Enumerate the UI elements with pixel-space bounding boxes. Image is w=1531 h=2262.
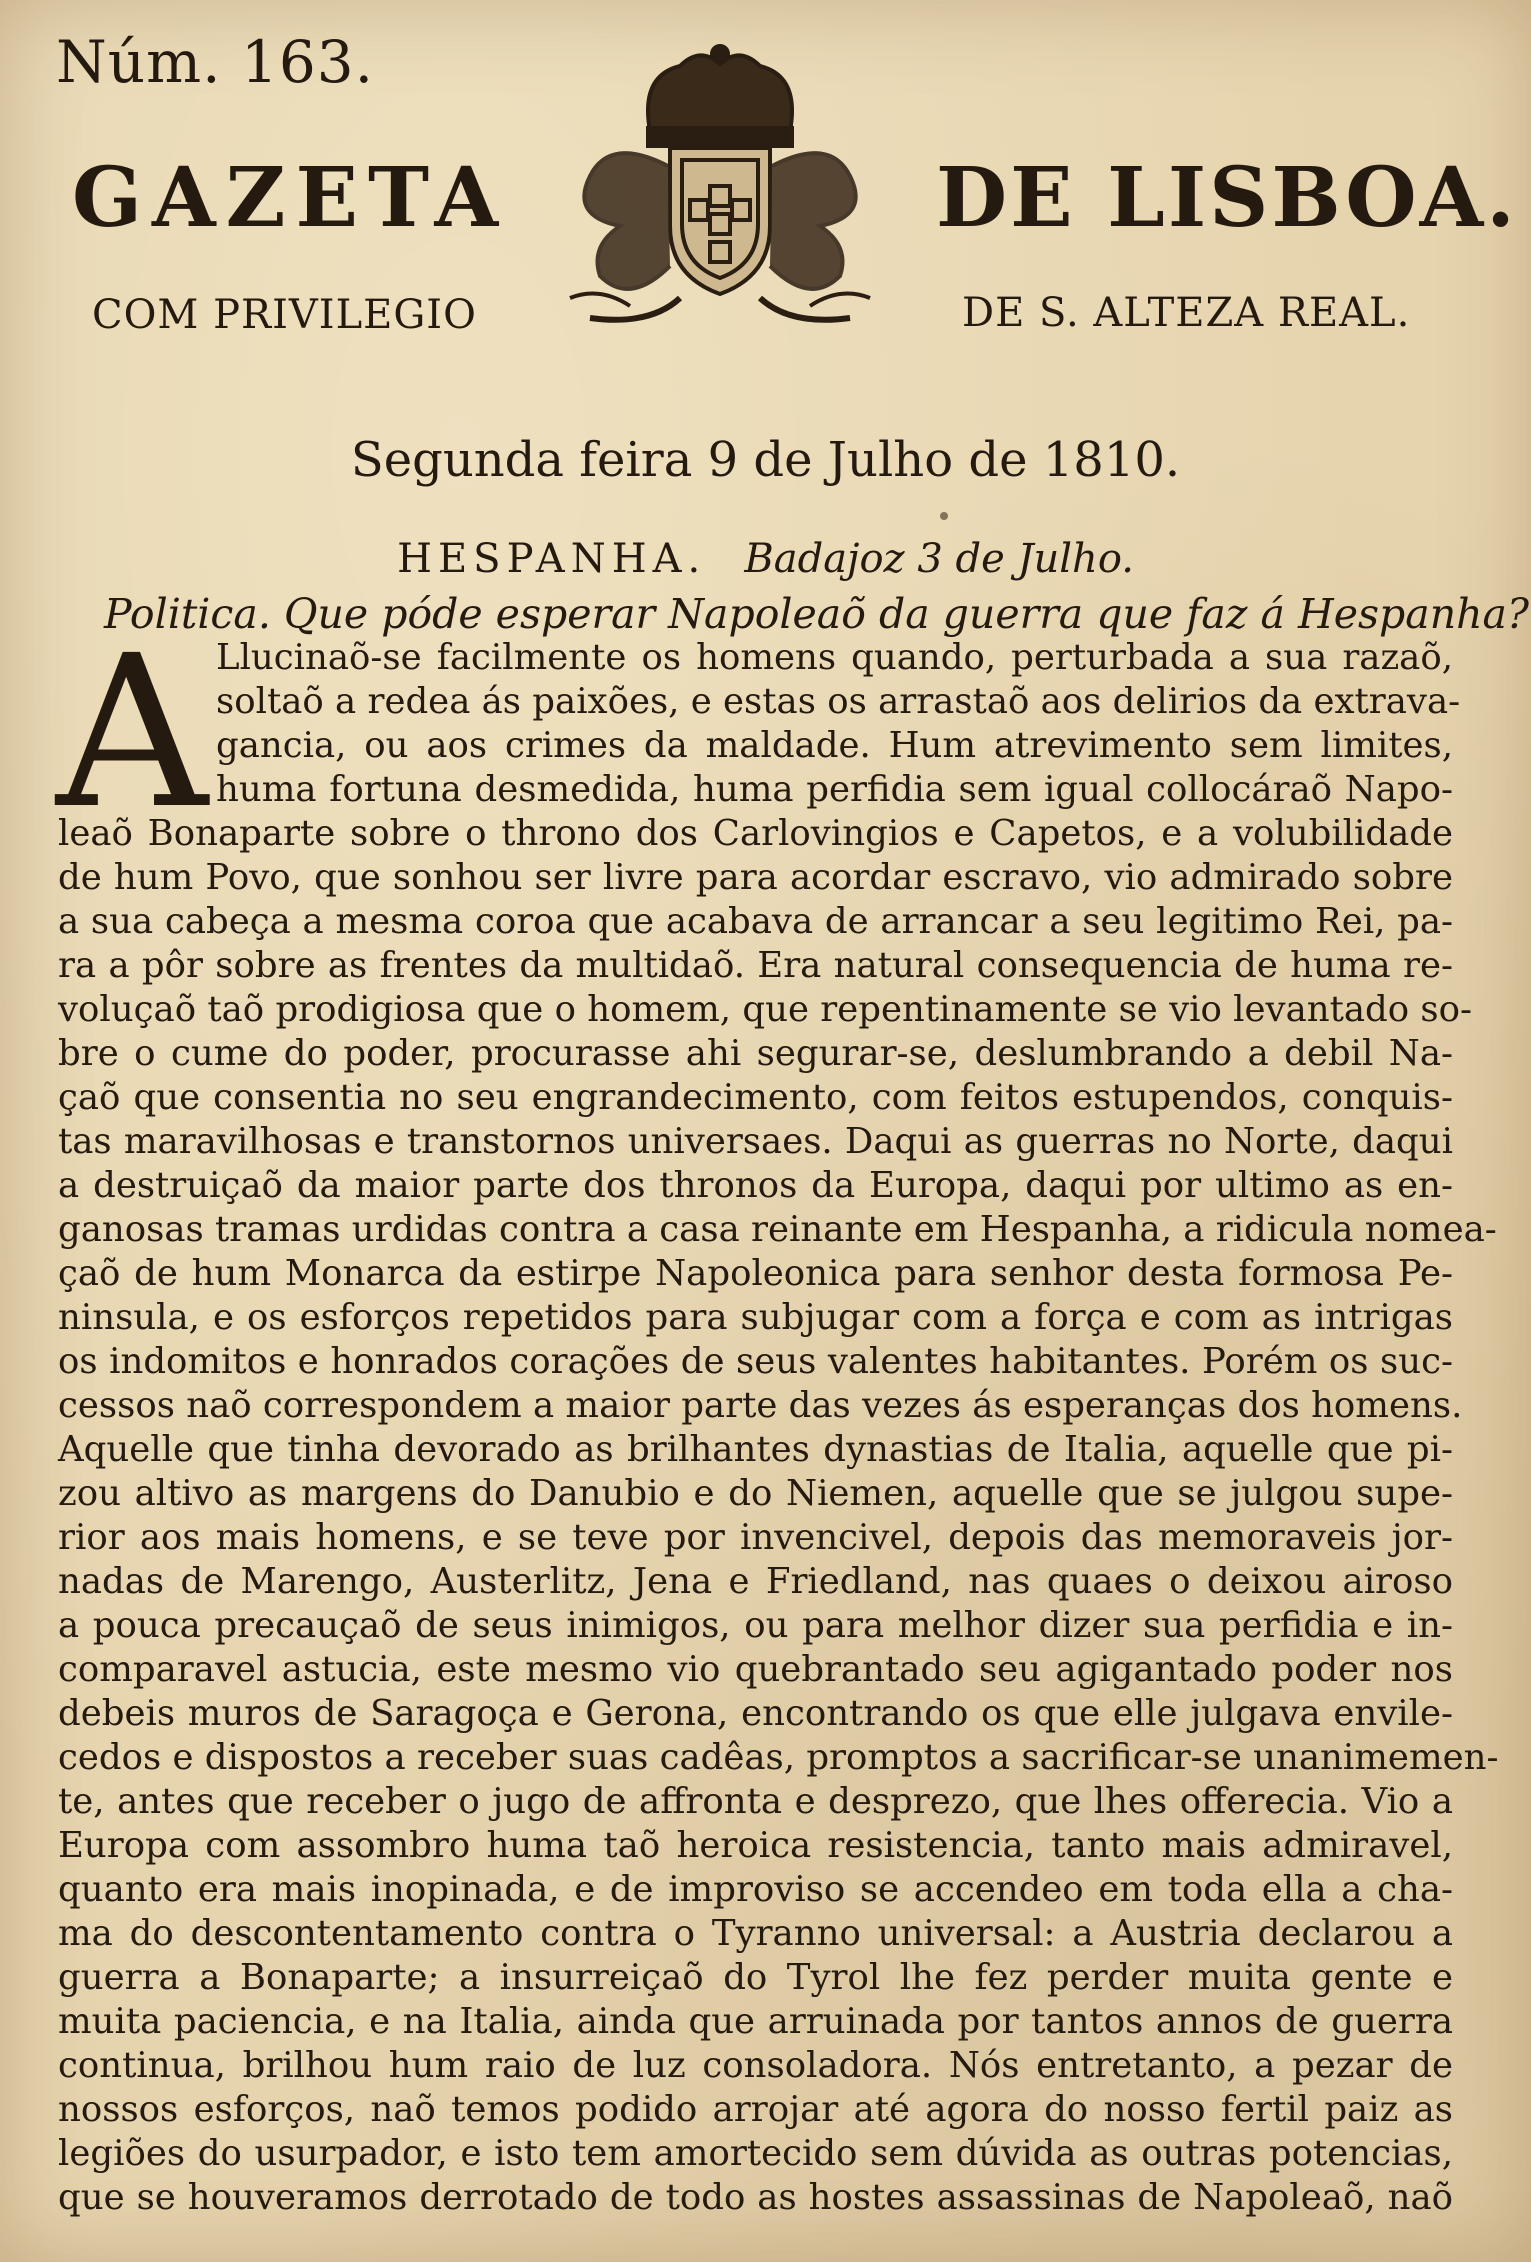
article-line: cedos e dispostos a receber suas cadêas, promptos a sacrificar-se unanimemen-: [58, 1737, 1499, 1778]
article-line: a sua cabeça a mesma coroa que acabava de arrancar a seu legitimo Rei, pa-: [58, 901, 1453, 942]
article-line: rior aos mais homens, e se teve por invencivel, depois das memoraveis jor-: [58, 1517, 1453, 1558]
article-line: voluçaõ taõ prodigiosa que o homem, que repentinamente se vio levantado so-: [58, 989, 1473, 1030]
article-heading: [0, 536, 1531, 582]
article-line: os indomitos e honrados corações de seus valentes habitantes. Porém os suc-: [58, 1341, 1453, 1382]
article-line: ninsula, e os esforços repetidos para subjugar com a força e com as intrigas: [58, 1297, 1453, 1338]
article-line: legiões do usurpador, e isto tem amortecido sem dúvida as outras potencias,: [58, 2133, 1453, 2174]
article-line: soltaõ a redea ás paixões, e estas os arrastaõ aos delirios da extrava-: [216, 681, 1461, 722]
article-line: Aquelle que tinha devorado as brilhantes dynastias de Italia, aquelle que pi-: [58, 1429, 1453, 1470]
article-line: continua, brilhou hum raio de luz consoladora. Nós entretanto, a pezar de: [58, 2045, 1453, 2086]
article-line: çaõ de hum Monarca da estirpe Napoleonica para senhor desta formosa Pe-: [58, 1253, 1453, 1294]
article-line: ma do descontentamento contra o Tyranno universal: a Austria declarou a: [58, 1913, 1453, 1954]
drop-capital: A: [56, 610, 208, 855]
article-line: guerra a Bonaparte; a insurreiçaõ do Tyrol lhe fez perder muita gente e: [58, 1957, 1453, 1998]
article-line: a pouca precauçaõ de seus inimigos, ou para melhor dizer sua perfidia e in-: [58, 1605, 1453, 1646]
article-line: zou altivo as margens do Danubio e do Niemen, aquelle que se julgou supe-: [58, 1473, 1453, 1514]
masthead-title-left: GAZETA: [72, 150, 509, 246]
article-line: a destruiçaõ da maior parte dos thronos da Europa, daqui por ultimo as en-: [58, 1165, 1453, 1206]
article-line: muita paciencia, e na Italia, ainda que arruinada por tantos annos de guerra: [58, 2001, 1453, 2042]
article-line: comparavel astucia, este mesmo vio quebrantado seu agigantado poder nos: [58, 1649, 1453, 1690]
article-line: que se houveramos derrotado de todo as hostes assassinas de Napoleaõ, naõ: [58, 2177, 1453, 2218]
article-body: [58, 636, 1499, 2220]
masthead-title-right: DE LISBOA.: [936, 150, 1518, 246]
article-line: bre o cume do poder, procurasse ahi segurar-se, deslumbrando a debil Na-: [58, 1033, 1453, 1074]
article-line: de hum Povo, que sonhou ser livre para acordar escravo, vio admirado sobre: [58, 857, 1453, 898]
article-country: HESPANHA.: [397, 536, 707, 582]
article-line: cessos naõ correspondem a maior parte das vezes ás esperanças dos homens.: [58, 1385, 1463, 1426]
article-line: nossos esforços, naõ temos podido arrojar até agora do nosso fertil paiz as: [58, 2089, 1453, 2130]
article-line: nadas de Marengo, Austerlitz, Jena e Friedland, nas quaes o deixou airoso: [58, 1561, 1453, 1602]
article-place: Badajoz 3 de Julho.: [744, 536, 1134, 582]
article-line: gancia, ou aos crimes da maldade. Hum atrevimento sem limites,: [216, 725, 1453, 766]
article-line: huma fortuna desmedida, huma perfidia sem igual collocáraõ Napo-: [216, 769, 1453, 810]
article-line: ra a pôr sobre as frentes da multidaõ. Era natural consequencia de huma re-: [58, 945, 1453, 986]
issue-date: Segunda feira 9 de Julho de 1810.: [350, 432, 1181, 488]
article-line: leaõ Bonaparte sobre o throno dos Carlovingios e Capetos, e a volubilidade: [58, 813, 1453, 854]
article-line: ganosas tramas urdidas contra a casa reinante em Hespanha, a ridicula nomea-: [58, 1209, 1497, 1250]
article-line: debeis muros de Saragoça e Gerona, encontrando os que elle julgava envile-: [58, 1693, 1453, 1734]
issue-number: Núm. 163.: [56, 28, 375, 96]
article-line: quanto era mais inopinada, e de improviso se accendeo em toda ella a cha-: [58, 1869, 1453, 1910]
ornament-dot: [940, 512, 948, 520]
article-line: Europa com assombro huma taõ heroica resistencia, tanto mais admiravel,: [58, 1825, 1453, 1866]
article-subheading: Politica. Que póde esperar Napoleaõ da guerra que faz á Hespanha?: [104, 590, 1529, 638]
article-line: çaõ que consentia no seu engrandecimento, com feitos estupendos, conquis-: [58, 1077, 1453, 1118]
article-line: te, antes que receber o jugo de affronta e desprezo, que lhes offerecia. Vio a: [58, 1781, 1453, 1822]
privilege-left: COM PRIVILEGIO: [92, 292, 477, 338]
privilege-right: DE S. ALTEZA REAL.: [962, 290, 1411, 336]
article-line: tas maravilhosas e transtornos universaes. Daqui as guerras no Norte, daqui: [58, 1121, 1453, 1162]
article-line: Llucinaõ-se facilmente os homens quando, perturbada a sua razaõ,: [216, 637, 1453, 678]
royal-coat-of-arms-icon: [530, 36, 910, 336]
